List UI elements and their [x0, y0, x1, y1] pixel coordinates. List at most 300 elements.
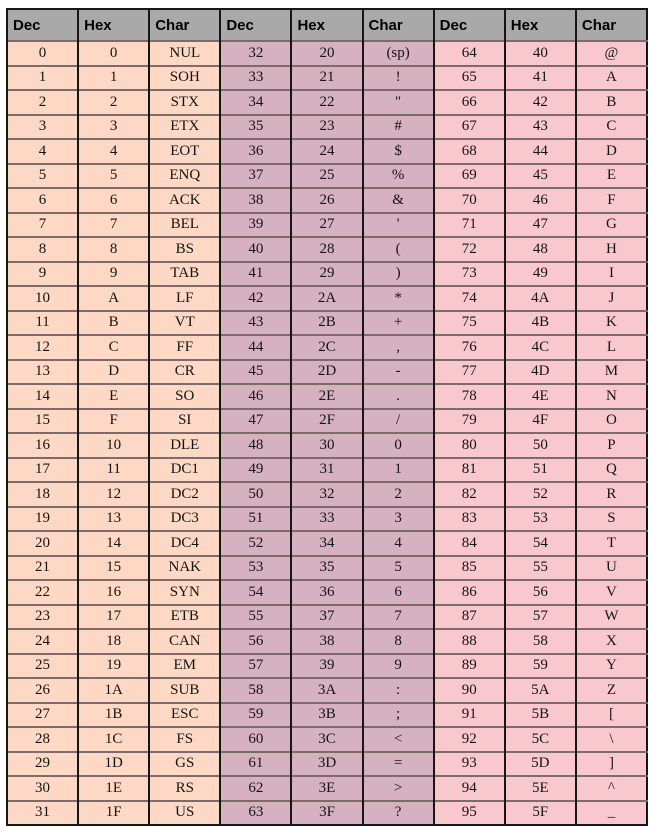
dec-cell: 47	[220, 409, 291, 434]
hex-cell: 11	[78, 458, 149, 483]
table-row	[7, 678, 647, 703]
hex-cell: 3E	[291, 776, 362, 801]
hex-cell: 39	[291, 654, 362, 679]
char-cell: K	[576, 311, 647, 336]
table-row	[7, 556, 647, 581]
hex-cell: 52	[505, 482, 576, 507]
dec-cell: 50	[220, 482, 291, 507]
dec-cell: 31	[7, 801, 78, 826]
table-row	[7, 605, 647, 630]
table-row	[7, 139, 647, 164]
hex-cell: 4	[78, 139, 149, 164]
table-row	[7, 433, 647, 458]
hex-cell: 42	[505, 90, 576, 115]
hex-cell: 55	[505, 556, 576, 581]
dec-cell: 87	[434, 605, 505, 630]
hex-cell: 1	[78, 66, 149, 91]
char-cell: '	[363, 213, 434, 238]
char-cell: -	[363, 360, 434, 385]
char-cell: ETB	[149, 605, 220, 630]
table-row	[7, 115, 647, 140]
char-cell: [	[576, 703, 647, 728]
hex-cell: 33	[291, 507, 362, 532]
dec-cell: 17	[7, 458, 78, 483]
char-cell: NAK	[149, 556, 220, 581]
char-cell: LF	[149, 286, 220, 311]
char-cell: F	[576, 188, 647, 213]
hex-cell: 40	[505, 41, 576, 66]
table-row	[7, 629, 647, 654]
char-cell: L	[576, 335, 647, 360]
char-cell: EM	[149, 654, 220, 679]
hex-cell: 47	[505, 213, 576, 238]
char-cell: VT	[149, 311, 220, 336]
char-cell: Y	[576, 654, 647, 679]
dec-cell: 71	[434, 213, 505, 238]
hex-cell: 0	[78, 41, 149, 66]
dec-cell: 42	[220, 286, 291, 311]
dec-cell: 32	[220, 41, 291, 66]
table-row	[7, 458, 647, 483]
char-cell: US	[149, 801, 220, 826]
char-cell: N	[576, 384, 647, 409]
table-row	[7, 66, 647, 91]
char-cell: 1	[363, 458, 434, 483]
char-cell: TAB	[149, 262, 220, 287]
dec-cell: 43	[220, 311, 291, 336]
hex-cell: 34	[291, 531, 362, 556]
char-cell: O	[576, 409, 647, 434]
char-cell: :	[363, 678, 434, 703]
table-row	[7, 507, 647, 532]
dec-cell: 92	[434, 727, 505, 752]
dec-cell: 13	[7, 360, 78, 385]
char-cell: ;	[363, 703, 434, 728]
dec-cell: 0	[7, 41, 78, 66]
dec-cell: 46	[220, 384, 291, 409]
dec-cell: 85	[434, 556, 505, 581]
char-cell: ?	[363, 801, 434, 826]
hex-cell: 43	[505, 115, 576, 140]
char-cell: >	[363, 776, 434, 801]
dec-cell: 24	[7, 629, 78, 654]
dec-cell: 20	[7, 531, 78, 556]
char-cell: SYN	[149, 580, 220, 605]
dec-cell: 84	[434, 531, 505, 556]
char-cell: STX	[149, 90, 220, 115]
dec-cell: 68	[434, 139, 505, 164]
hex-cell: 54	[505, 531, 576, 556]
hex-cell: 5E	[505, 776, 576, 801]
char-cell: ENQ	[149, 164, 220, 189]
hex-cell: 3	[78, 115, 149, 140]
dec-cell: 58	[220, 678, 291, 703]
hex-cell: 2	[78, 90, 149, 115]
dec-cell: 10	[7, 286, 78, 311]
table-row	[7, 580, 647, 605]
char-cell: SOH	[149, 66, 220, 91]
table-row	[7, 286, 647, 311]
header-row	[7, 9, 647, 41]
hex-cell: 41	[505, 66, 576, 91]
hex-cell: 10	[78, 433, 149, 458]
char-cell: (sp)	[363, 41, 434, 66]
char-cell: RS	[149, 776, 220, 801]
dec-cell: 72	[434, 237, 505, 262]
hex-cell: 15	[78, 556, 149, 581]
char-cell: /	[363, 409, 434, 434]
hex-cell: 45	[505, 164, 576, 189]
char-cell: SUB	[149, 678, 220, 703]
dec-cell: 15	[7, 409, 78, 434]
table-row	[7, 360, 647, 385]
hex-cell: C	[78, 335, 149, 360]
dec-cell: 82	[434, 482, 505, 507]
hex-cell: B	[78, 311, 149, 336]
header-cell-char: Char	[363, 9, 434, 41]
char-cell: M	[576, 360, 647, 385]
dec-cell: 60	[220, 727, 291, 752]
hex-cell: 59	[505, 654, 576, 679]
char-cell: _	[576, 801, 647, 826]
dec-cell: 11	[7, 311, 78, 336]
char-cell: FF	[149, 335, 220, 360]
char-cell: "	[363, 90, 434, 115]
dec-cell: 48	[220, 433, 291, 458]
dec-cell: 80	[434, 433, 505, 458]
dec-cell: 45	[220, 360, 291, 385]
hex-cell: 2E	[291, 384, 362, 409]
char-cell: @	[576, 41, 647, 66]
header-cell-dec: Dec	[434, 9, 505, 41]
char-cell: 5	[363, 556, 434, 581]
char-cell: \	[576, 727, 647, 752]
hex-cell: 49	[505, 262, 576, 287]
hex-cell: 53	[505, 507, 576, 532]
dec-cell: 27	[7, 703, 78, 728]
dec-cell: 51	[220, 507, 291, 532]
dec-cell: 67	[434, 115, 505, 140]
char-cell: EOT	[149, 139, 220, 164]
char-cell: Q	[576, 458, 647, 483]
hex-cell: 56	[505, 580, 576, 605]
dec-cell: 81	[434, 458, 505, 483]
dec-cell: 65	[434, 66, 505, 91]
dec-cell: 56	[220, 629, 291, 654]
dec-cell: 75	[434, 311, 505, 336]
dec-cell: 90	[434, 678, 505, 703]
hex-cell: 4C	[505, 335, 576, 360]
hex-cell: 20	[291, 41, 362, 66]
char-cell: E	[576, 164, 647, 189]
dec-cell: 57	[220, 654, 291, 679]
dec-cell: 2	[7, 90, 78, 115]
char-cell: NUL	[149, 41, 220, 66]
dec-cell: 49	[220, 458, 291, 483]
table-row	[7, 262, 647, 287]
table-row	[7, 335, 647, 360]
dec-cell: 33	[220, 66, 291, 91]
char-cell: ,	[363, 335, 434, 360]
char-cell: C	[576, 115, 647, 140]
dec-cell: 34	[220, 90, 291, 115]
hex-cell: 51	[505, 458, 576, 483]
hex-cell: 1B	[78, 703, 149, 728]
dec-cell: 1	[7, 66, 78, 91]
hex-cell: 3A	[291, 678, 362, 703]
table-row	[7, 654, 647, 679]
hex-cell: 16	[78, 580, 149, 605]
hex-cell: 48	[505, 237, 576, 262]
hex-cell: 29	[291, 262, 362, 287]
table-row	[7, 703, 647, 728]
table-row	[7, 384, 647, 409]
dec-cell: 18	[7, 482, 78, 507]
dec-cell: 93	[434, 752, 505, 777]
hex-cell: 22	[291, 90, 362, 115]
char-cell: &	[363, 188, 434, 213]
hex-cell: 9	[78, 262, 149, 287]
dec-cell: 19	[7, 507, 78, 532]
hex-cell: 4B	[505, 311, 576, 336]
dec-cell: 76	[434, 335, 505, 360]
char-cell: CAN	[149, 629, 220, 654]
hex-cell: 58	[505, 629, 576, 654]
hex-cell: 7	[78, 213, 149, 238]
hex-cell: 27	[291, 213, 362, 238]
hex-cell: 1E	[78, 776, 149, 801]
char-cell: U	[576, 556, 647, 581]
char-cell: *	[363, 286, 434, 311]
dec-cell: 74	[434, 286, 505, 311]
char-cell: $	[363, 139, 434, 164]
dec-cell: 23	[7, 605, 78, 630]
dec-cell: 37	[220, 164, 291, 189]
dec-cell: 38	[220, 188, 291, 213]
hex-cell: F	[78, 409, 149, 434]
char-cell: DLE	[149, 433, 220, 458]
hex-cell: 25	[291, 164, 362, 189]
dec-cell: 22	[7, 580, 78, 605]
char-cell: T	[576, 531, 647, 556]
table-row	[7, 90, 647, 115]
char-cell: 7	[363, 605, 434, 630]
dec-cell: 88	[434, 629, 505, 654]
char-cell: DC2	[149, 482, 220, 507]
table-row	[7, 409, 647, 434]
hex-cell: 50	[505, 433, 576, 458]
dec-cell: 53	[220, 556, 291, 581]
char-cell: %	[363, 164, 434, 189]
header-cell-dec: Dec	[7, 9, 78, 41]
hex-cell: 5B	[505, 703, 576, 728]
hex-cell: 1A	[78, 678, 149, 703]
dec-cell: 21	[7, 556, 78, 581]
dec-cell: 30	[7, 776, 78, 801]
hex-cell: E	[78, 384, 149, 409]
dec-cell: 39	[220, 213, 291, 238]
dec-cell: 29	[7, 752, 78, 777]
char-cell: SI	[149, 409, 220, 434]
header-cell-hex: Hex	[505, 9, 576, 41]
char-cell: 0	[363, 433, 434, 458]
char-cell: 2	[363, 482, 434, 507]
hex-cell: 1F	[78, 801, 149, 826]
hex-cell: 21	[291, 66, 362, 91]
char-cell: G	[576, 213, 647, 238]
char-cell: X	[576, 629, 647, 654]
hex-cell: 3C	[291, 727, 362, 752]
hex-cell: 3D	[291, 752, 362, 777]
hex-cell: 26	[291, 188, 362, 213]
char-cell: P	[576, 433, 647, 458]
table-body	[7, 41, 647, 825]
hex-cell: 37	[291, 605, 362, 630]
hex-cell: 46	[505, 188, 576, 213]
hex-cell: 5D	[505, 752, 576, 777]
hex-cell: 12	[78, 482, 149, 507]
dec-cell: 86	[434, 580, 505, 605]
dec-cell: 14	[7, 384, 78, 409]
hex-cell: 57	[505, 605, 576, 630]
char-cell: ESC	[149, 703, 220, 728]
dec-cell: 4	[7, 139, 78, 164]
header-cell-hex: Hex	[291, 9, 362, 41]
char-cell: W	[576, 605, 647, 630]
hex-cell: A	[78, 286, 149, 311]
table-row	[7, 164, 647, 189]
hex-cell: 2D	[291, 360, 362, 385]
dec-cell: 7	[7, 213, 78, 238]
table-row	[7, 752, 647, 777]
hex-cell: 2F	[291, 409, 362, 434]
dec-cell: 12	[7, 335, 78, 360]
hex-cell: 2A	[291, 286, 362, 311]
dec-cell: 52	[220, 531, 291, 556]
hex-cell: 3F	[291, 801, 362, 826]
hex-cell: 3B	[291, 703, 362, 728]
dec-cell: 79	[434, 409, 505, 434]
char-cell: BEL	[149, 213, 220, 238]
char-cell: R	[576, 482, 647, 507]
hex-cell: 24	[291, 139, 362, 164]
dec-cell: 91	[434, 703, 505, 728]
char-cell: 3	[363, 507, 434, 532]
char-cell: (	[363, 237, 434, 262]
hex-cell: 4E	[505, 384, 576, 409]
hex-cell: 5C	[505, 727, 576, 752]
dec-cell: 5	[7, 164, 78, 189]
header-cell-dec: Dec	[220, 9, 291, 41]
table-row	[7, 188, 647, 213]
dec-cell: 66	[434, 90, 505, 115]
dec-cell: 25	[7, 654, 78, 679]
char-cell: FS	[149, 727, 220, 752]
dec-cell: 35	[220, 115, 291, 140]
hex-cell: 5A	[505, 678, 576, 703]
char-cell: DC4	[149, 531, 220, 556]
char-cell: 4	[363, 531, 434, 556]
char-cell: )	[363, 262, 434, 287]
dec-cell: 62	[220, 776, 291, 801]
dec-cell: 8	[7, 237, 78, 262]
table-row	[7, 41, 647, 66]
dec-cell: 54	[220, 580, 291, 605]
dec-cell: 28	[7, 727, 78, 752]
char-cell: SO	[149, 384, 220, 409]
hex-cell: 1D	[78, 752, 149, 777]
dec-cell: 70	[434, 188, 505, 213]
char-cell: ^	[576, 776, 647, 801]
table-row	[7, 801, 647, 826]
dec-cell: 55	[220, 605, 291, 630]
table-row	[7, 482, 647, 507]
char-cell: DC3	[149, 507, 220, 532]
header-cell-char: Char	[576, 9, 647, 41]
char-cell: DC1	[149, 458, 220, 483]
hex-cell: 5	[78, 164, 149, 189]
char-cell: V	[576, 580, 647, 605]
char-cell: BS	[149, 237, 220, 262]
hex-cell: D	[78, 360, 149, 385]
char-cell: +	[363, 311, 434, 336]
dec-cell: 63	[220, 801, 291, 826]
char-cell: ETX	[149, 115, 220, 140]
hex-cell: 2C	[291, 335, 362, 360]
dec-cell: 41	[220, 262, 291, 287]
hex-cell: 13	[78, 507, 149, 532]
hex-cell: 4F	[505, 409, 576, 434]
char-cell: A	[576, 66, 647, 91]
char-cell: 6	[363, 580, 434, 605]
hex-cell: 4D	[505, 360, 576, 385]
hex-cell: 5F	[505, 801, 576, 826]
dec-cell: 73	[434, 262, 505, 287]
hex-cell: 23	[291, 115, 362, 140]
char-cell: J	[576, 286, 647, 311]
hex-cell: 38	[291, 629, 362, 654]
dec-cell: 59	[220, 703, 291, 728]
dec-cell: 69	[434, 164, 505, 189]
dec-cell: 44	[220, 335, 291, 360]
char-cell: .	[363, 384, 434, 409]
hex-cell: 4A	[505, 286, 576, 311]
hex-cell: 14	[78, 531, 149, 556]
hex-cell: 2B	[291, 311, 362, 336]
hex-cell: 35	[291, 556, 362, 581]
char-cell: #	[363, 115, 434, 140]
hex-cell: 32	[291, 482, 362, 507]
ascii-table	[6, 8, 648, 826]
hex-cell: 31	[291, 458, 362, 483]
char-cell: ACK	[149, 188, 220, 213]
dec-cell: 61	[220, 752, 291, 777]
table-row	[7, 727, 647, 752]
header-cell-char: Char	[149, 9, 220, 41]
table-header	[7, 9, 647, 41]
char-cell: ]	[576, 752, 647, 777]
char-cell: H	[576, 237, 647, 262]
char-cell: CR	[149, 360, 220, 385]
hex-cell: 17	[78, 605, 149, 630]
char-cell: B	[576, 90, 647, 115]
char-cell: =	[363, 752, 434, 777]
char-cell: Z	[576, 678, 647, 703]
dec-cell: 16	[7, 433, 78, 458]
dec-cell: 9	[7, 262, 78, 287]
table-row	[7, 776, 647, 801]
char-cell: S	[576, 507, 647, 532]
